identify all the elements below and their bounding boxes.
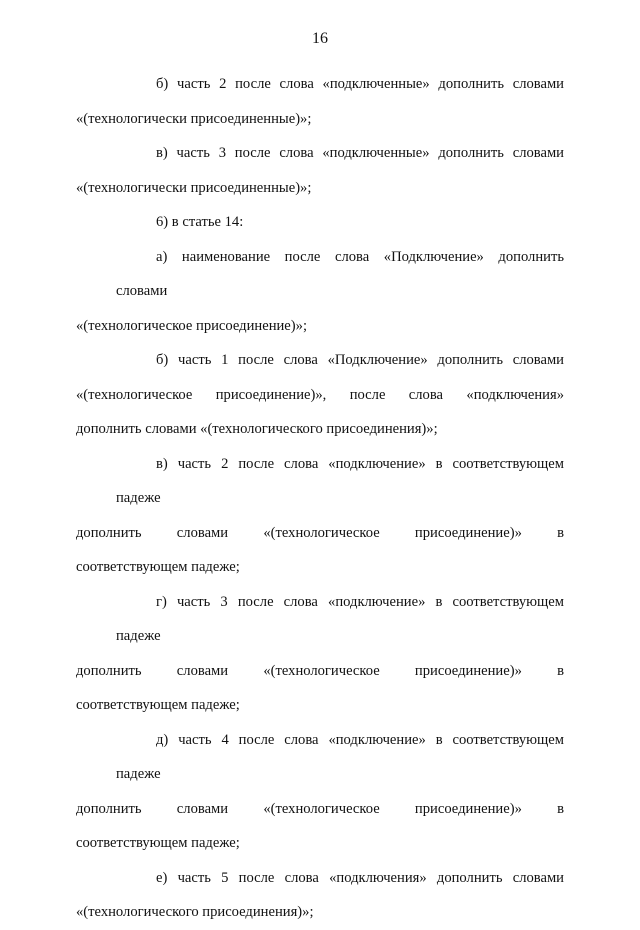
paragraph-line: г) часть 3 после слова «подключение» в соответствующем падеже [116,593,564,644]
paragraph-line: б) часть 1 после слова «Подключение» дополнить словами [156,352,564,368]
paragraph [76,136,564,205]
paragraph-line: «(технологического присоединения)»; [76,904,314,920]
paragraph-line: «(технологическое присоединение)», после слова «подключения» [76,386,564,403]
paragraph-line: дополнить словами «(технологического присоединения)»; [76,421,438,437]
paragraph-line: «(технологически присоединенные)»; [76,110,312,127]
paragraph [76,240,564,344]
paragraph-line: 6) в статье 14: [156,214,244,230]
paragraph [76,343,564,447]
paragraph [76,67,564,136]
page-number: 16 [312,30,328,47]
paragraph-line: соответствующем падеже; [76,559,240,575]
paragraph [76,585,564,723]
paragraph-line: б) часть 2 после слова «подключенные» дополнить словами [156,76,564,92]
paragraph-line: в) часть 3 после слова «подключенные» дополнить словами [156,145,564,161]
paragraph-line: дополнить словами «(технологическое присоединение)» в [76,524,564,541]
paragraph-line: е) часть 5 после слова «подключения» дополнить словами [156,869,564,886]
paragraph-line: соответствующем падеже; [76,835,240,851]
paragraph [76,447,564,585]
paragraph-line: в) часть 2 после слова «подключение» в соответствующем падеже [116,455,564,506]
paragraph-line: а) наименование после слова «Подключение» дополнить словами [116,248,564,299]
document-body [76,67,564,930]
paragraph-line: соответствующем падеже; [76,697,240,713]
paragraph-line: «(технологическое присоединение)»; [76,317,307,334]
paragraph [76,861,564,930]
paragraph-line: дополнить словами «(технологическое присоединение)» в [76,662,564,679]
paragraph-line: д) часть 4 после слова «подключение» в соответствующем падеже [116,731,564,782]
paragraph-line: «(технологически присоединенные)»; [76,179,312,196]
paragraph-line: дополнить словами «(технологическое присоединение)» в [76,800,564,817]
paragraph [76,205,564,240]
paragraph [76,723,564,861]
